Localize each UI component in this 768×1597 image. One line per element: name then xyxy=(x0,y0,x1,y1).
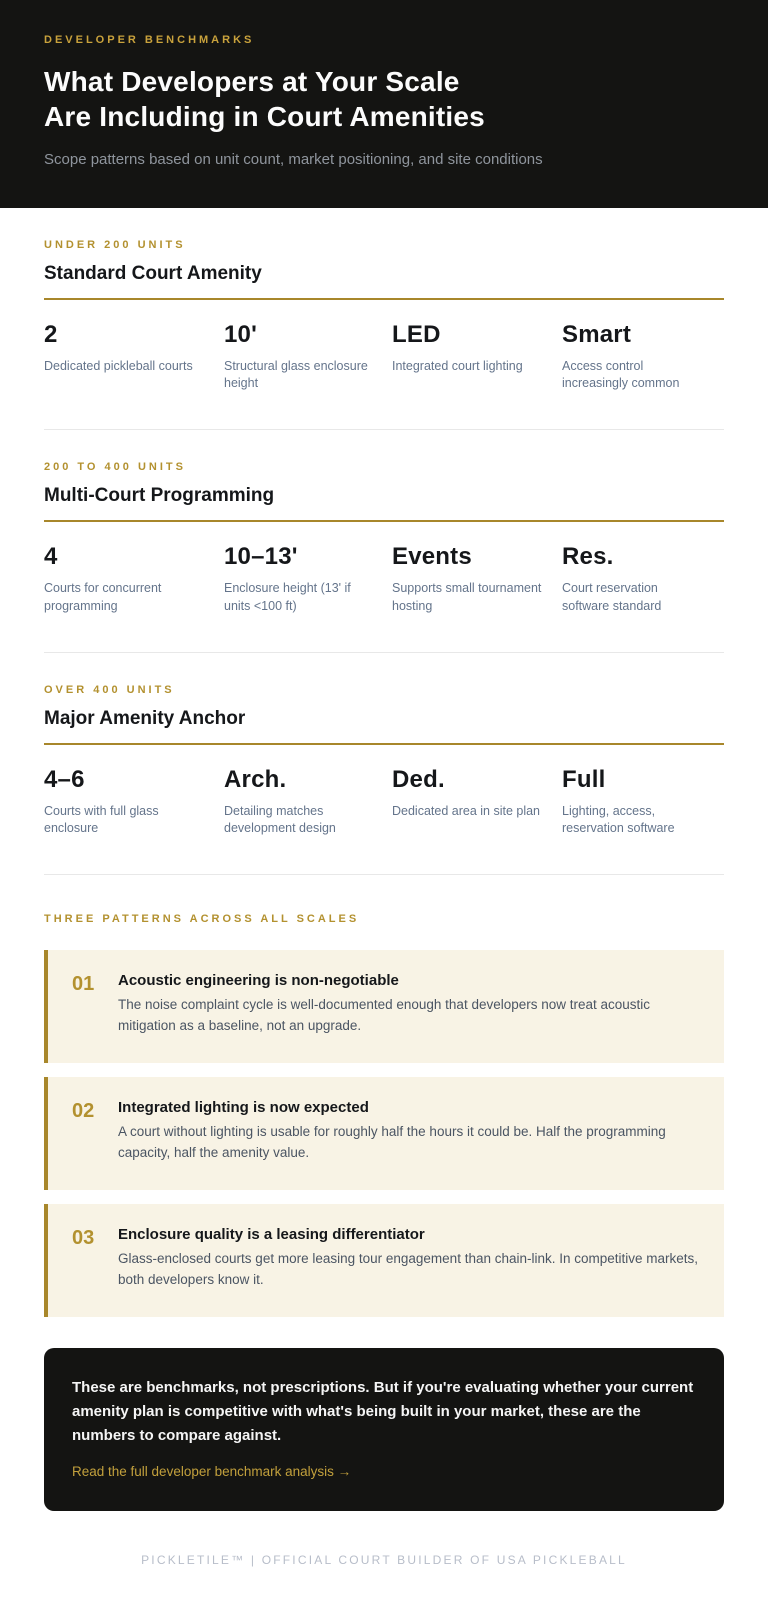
stat-reservations xyxy=(562,543,724,616)
pattern-body: A court without lighting is usable for roughly half the hours it could be. Half the programming capacity, half the amenity value. xyxy=(118,1123,666,1160)
stat-label: Detailing matches development design xyxy=(224,803,336,836)
gold-divider xyxy=(44,298,724,300)
gold-divider xyxy=(44,520,724,522)
stat-value: 10' xyxy=(224,320,258,348)
benchmark-cta-panel xyxy=(44,1348,724,1511)
stat-value: Res. xyxy=(562,543,614,571)
stat-dedicated-area xyxy=(392,766,562,839)
stat-label: Dedicated pickleball courts xyxy=(44,358,193,373)
stat-full-stack xyxy=(562,766,724,839)
stat-value: 4 xyxy=(44,543,58,571)
stat-lighting xyxy=(392,321,562,394)
stats-grid xyxy=(44,321,724,394)
page-subtitle: Scope patterns based on unit count, market positioning, and site conditions xyxy=(44,150,543,168)
stats-grid xyxy=(44,543,724,616)
section-200-to-400-units xyxy=(44,430,724,653)
pattern-body: Glass-enclosed courts get more leasing tour engagement than chain-link. In competitive markets, both developers know it. xyxy=(118,1250,699,1287)
pattern-title: Integrated lighting is now expected xyxy=(118,1098,369,1116)
patterns-section xyxy=(44,875,724,1317)
pattern-number: 03 xyxy=(72,1226,95,1249)
stat-value: LED xyxy=(392,320,441,348)
page-title xyxy=(44,64,724,135)
cta-text: These are benchmarks, not prescriptions. But if you're evaluating whether your current amenity plan is competitive with what's being built in your market, these are the numbers to compare against. xyxy=(72,1378,694,1444)
section-eyebrow: OVER 400 UNITS xyxy=(44,683,175,696)
stat-value: 4–6 xyxy=(44,765,85,793)
pattern-number: 01 xyxy=(72,973,95,996)
pattern-body: The noise complaint cycle is well-documented enough that developers now treat acoustic mitigation as a baseline, not an upgrade. xyxy=(118,997,651,1033)
stat-enclosure-height xyxy=(224,543,392,616)
section-eyebrow: UNDER 200 UNITS xyxy=(44,238,186,251)
pattern-content xyxy=(118,972,700,1037)
stat-value: Ded. xyxy=(392,765,445,793)
stat-value: Arch. xyxy=(224,765,287,793)
section-title: Standard Court Amenity xyxy=(44,262,262,284)
stat-label: Courts with full glass enclosure xyxy=(44,803,159,836)
main-content xyxy=(0,208,768,1511)
pattern-content xyxy=(118,1226,700,1291)
pattern-title: Acoustic engineering is non-negotiable xyxy=(118,972,399,990)
stat-value: Full xyxy=(562,765,606,793)
stat-architecture xyxy=(224,766,392,839)
page-title-line-1: What Developers at Your Scale xyxy=(44,66,460,97)
section-title: Major Amenity Anchor xyxy=(44,707,246,729)
pattern-card-acoustics xyxy=(44,950,724,1063)
stat-value: 10–13' xyxy=(224,543,298,571)
stat-value: 2 xyxy=(44,320,58,348)
stat-label: Enclosure height (13' if units <100 ft) xyxy=(224,581,351,613)
stat-label: Access control increasingly common xyxy=(562,358,680,391)
page-title-line-2: Are Including in Court Amenities xyxy=(44,101,485,133)
stat-label: Courts for concurrent programming xyxy=(44,581,162,613)
hero-header xyxy=(0,0,768,208)
stat-value: Smart xyxy=(562,320,632,348)
stat-label: Integrated court lighting xyxy=(392,358,523,373)
pattern-card-enclosure xyxy=(44,1204,724,1317)
stat-label: Lighting, access, reservation software xyxy=(562,803,675,836)
stat-courts xyxy=(44,766,224,839)
patterns-eyebrow: THREE PATTERNS ACROSS ALL SCALES xyxy=(44,913,360,926)
gold-divider xyxy=(44,743,724,745)
stat-courts xyxy=(44,543,224,616)
benchmark-analysis-link[interactable]: Read the full developer benchmark analysis → xyxy=(72,1463,352,1479)
stat-enclosure-height xyxy=(224,321,392,394)
section-eyebrow: 200 TO 400 UNITS xyxy=(44,461,186,474)
stat-events xyxy=(392,543,562,616)
section-title: Multi-Court Programming xyxy=(44,485,275,507)
pattern-card-lighting xyxy=(44,1077,724,1190)
hero-eyebrow: DEVELOPER BENCHMARKS xyxy=(44,34,255,46)
stat-label: Supports small tournament hosting xyxy=(392,581,542,613)
site-footer: PICKLETILE™ | OFFICIAL COURT BUILDER OF USA PICKLEBALL xyxy=(141,1552,627,1567)
stat-label: Court reservation software standard xyxy=(562,581,662,613)
stat-access xyxy=(562,321,724,394)
stats-grid xyxy=(44,766,724,839)
pattern-content xyxy=(118,1099,700,1164)
stat-courts xyxy=(44,321,224,394)
section-under-200-units xyxy=(44,208,724,431)
stat-label: Dedicated area in site plan xyxy=(392,803,541,818)
section-over-400-units xyxy=(44,653,724,876)
pattern-number: 02 xyxy=(72,1099,95,1122)
stat-label: Structural glass enclosure height xyxy=(224,358,368,391)
stat-value: Events xyxy=(392,543,472,571)
pattern-title: Enclosure quality is a leasing differentiator xyxy=(118,1225,425,1243)
